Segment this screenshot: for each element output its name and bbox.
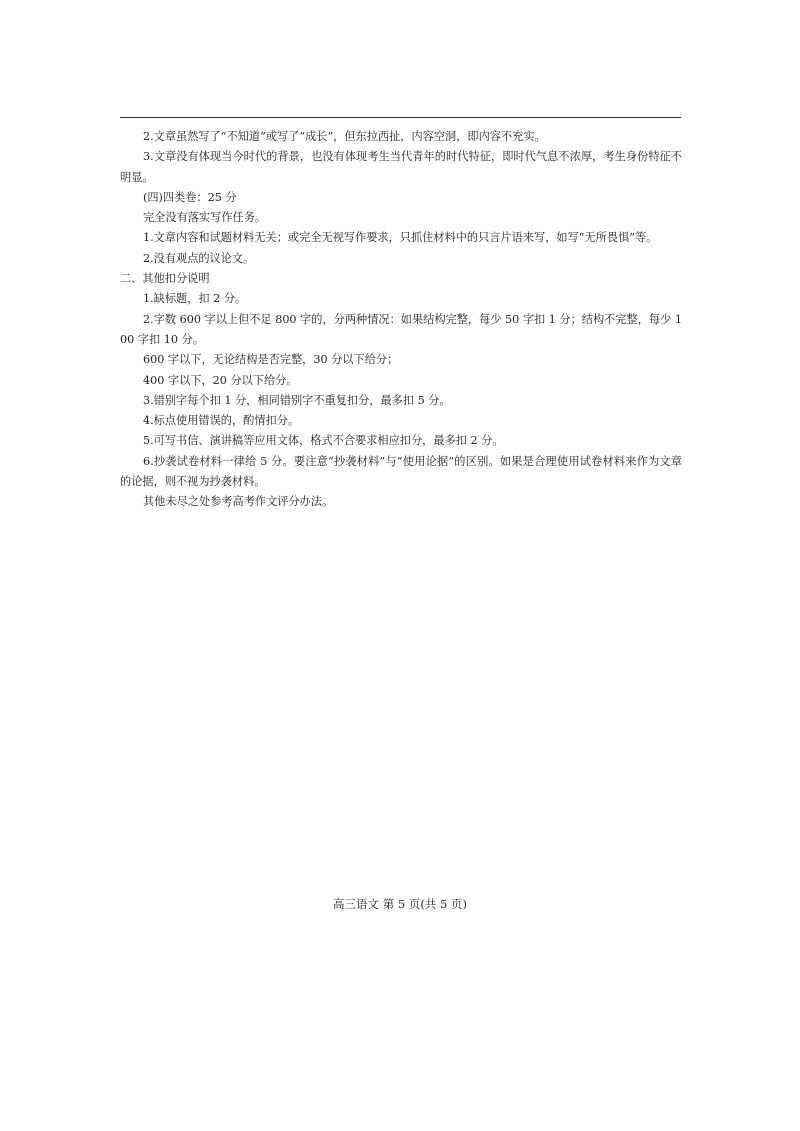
paragraph: 1.文章内容和试题材料无关；或完全无视写作要求，只抓住材料中的只言片语来写，如写“无所畏惧”等。 (143, 231, 658, 245)
header-rule (120, 117, 681, 118)
paragraph: 600 字以下，无论结构是否完整，30 分以下给分； (143, 353, 399, 367)
paragraph: 4.标点使用错误的，酌情扣分。 (143, 414, 300, 428)
document-body (120, 127, 682, 513)
section-heading: 二、其他扣分说明 (120, 272, 210, 286)
section-subheading: (四)四类卷：25 分 (143, 190, 237, 204)
paragraph: 2.字数 600 字以上但不足 800 字的，分两种情况：如果结构完整，每少 50 字扣 1 分；结构不完整，每少 100 字扣 10 分。 (120, 312, 682, 346)
paragraph: 完全没有落实写作任务。 (143, 211, 267, 225)
paragraph: 3.文章没有体现当今时代的背景，也没有体现考生当代青年的时代特征，即时代气息不浓厚，考生身份特征不明显。 (120, 150, 682, 184)
paragraph: 5.可写书信、演讲稿等应用文体，格式不合要求相应扣分，最多扣 2 分。 (143, 434, 504, 448)
paragraph: 2.没有观点的议论文。 (143, 251, 255, 265)
page-footer: 高三语文 第 5 页(共 5 页) (333, 897, 467, 911)
paragraph: 400 字以下，20 分以下给分。 (143, 373, 298, 387)
paragraph: 2.文章虽然写了“不知道”或写了“成长”，但东拉西扯，内容空洞，即内容不充实。 (143, 130, 546, 143)
paragraph: 6.抄袭试卷材料一律给 5 分。要注意“抄袭材料”与“使用论据”的区别。如果是合理使用试卷材料来作为文章的论据，则不视为抄袭材料。 (120, 454, 682, 489)
paragraph: 其他未尽之处参考高考作文评分办法。 (143, 495, 334, 509)
paragraph: 1.缺标题，扣 2 分。 (143, 292, 247, 306)
paragraph: 3.错别字每个扣 1 分，相同错别字不重复扣分，最多扣 5 分。 (143, 393, 451, 407)
